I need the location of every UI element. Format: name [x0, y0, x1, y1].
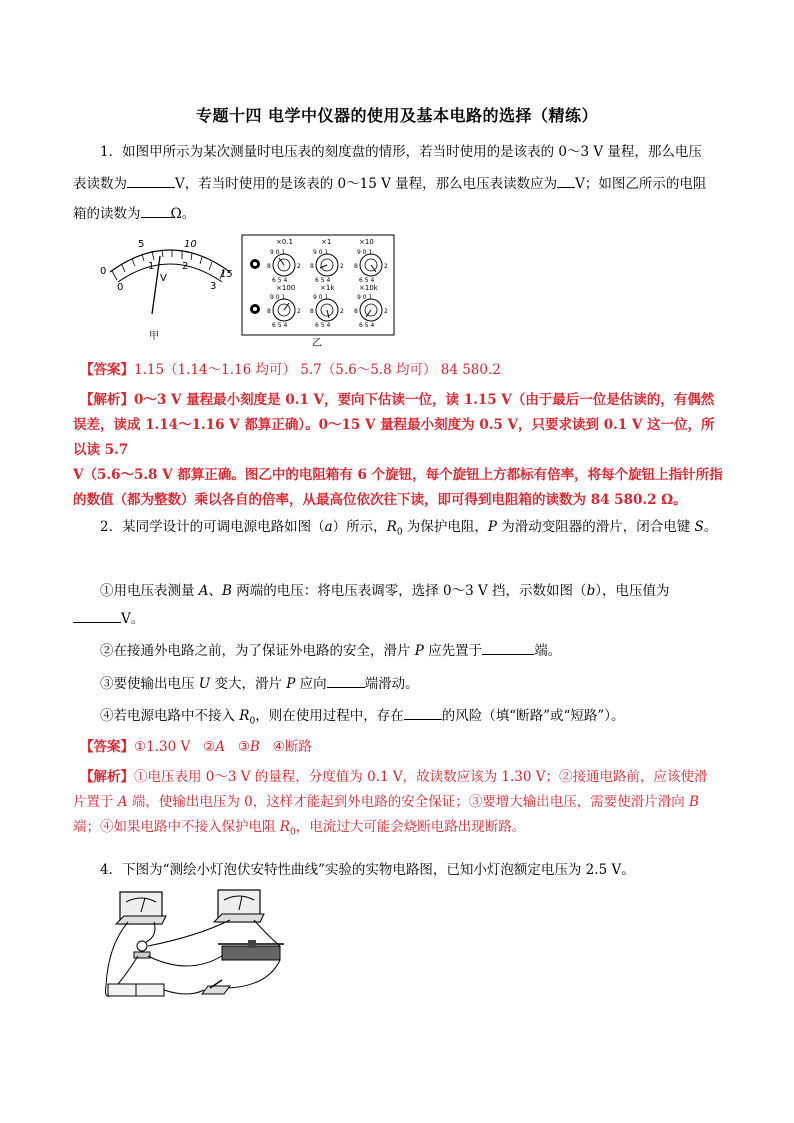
q1-line1: 1．如图甲所示为某次测量时电压表的刻度盘的情形，若当时使用的是该表的 0～3 V 量程，那么电压 [100, 144, 702, 160]
q2-item1-cont: V。 [73, 607, 723, 632]
q2-item3: ③要使输出电压 U 变大，滑片 P 应向 端滑动。 [73, 672, 723, 697]
svg-text:8: 8 [267, 308, 271, 315]
svg-text:6 5 4: 6 5 4 [359, 277, 375, 284]
dial-label-first: 0 [100, 266, 107, 277]
svg-text:2: 2 [384, 263, 388, 270]
svg-text:9 0 1: 9 0 1 [270, 249, 286, 256]
q1-line2: 表读数为 V，若当时使用的是该表的 0～15 V 量程，那么电压表读数应为 V；如图乙所示的电阻 [73, 172, 723, 197]
figure-label-yi: 乙 [312, 338, 322, 348]
resistance-box-figure [240, 232, 400, 348]
svg-text:6 5 4: 6 5 4 [272, 277, 288, 284]
svg-text:8: 8 [267, 263, 271, 270]
figure-label-jia: 甲 [149, 331, 159, 342]
dial-unit: V [160, 273, 167, 284]
q2-item1: ①用电压表测量 A、B 两端的电压：将电压表调零，选择 0～3 V 挡，示数如图（b），电压值为 [100, 583, 670, 599]
dial-label-bottom: 0 [117, 282, 124, 293]
svg-text:2: 2 [340, 308, 344, 315]
answer-blank[interactable] [327, 673, 365, 688]
svg-text:8: 8 [354, 263, 358, 270]
multiplier-label: ×0.1 [276, 238, 293, 246]
answer-blank[interactable] [127, 173, 175, 188]
multiplier-label: ×10k [359, 284, 378, 292]
svg-text:9 0 1: 9 0 1 [357, 249, 373, 256]
svg-text:6 5 4: 6 5 4 [315, 322, 331, 329]
q2-item4: ④若电源电路中不接入 $R_0$，则在使用过程中，存在 的风险（填“断路”或“短路”）。 [73, 704, 723, 735]
svg-text:9 0 1: 9 0 1 [313, 294, 329, 301]
svg-text:9 0 1: 9 0 1 [357, 294, 373, 301]
q1-line3: 箱的读数为 Ω。 [73, 202, 723, 227]
dial-label-top: 5 [138, 239, 145, 250]
page-title: 专题十四 电学中仪器的使用及基本电路的选择（精练） [195, 106, 599, 125]
dial-label-bottom: 1 [148, 261, 155, 272]
q2-answer: 【答案】①1.30 V ②A ③B ④断路 [80, 739, 312, 755]
q2-line1: 2．某同学设计的可调电源电路如图（a）所示，$R_0$ 为保护电阻，P 为滑动变阻器的滑片，闭合电键 S。 [100, 519, 718, 538]
rheostat-icon [222, 946, 280, 960]
q2-analysis: 【解析】①电压表用 0～3 V 的量程，分度值为 0.1 V，故读数应该为 1.30 V；②接通电路前，应该使滑 片置于 A 端，使输出电压为 0，这样才能起到外电路的安全保证；③要增大输出电压，需要使滑片滑向 B 端；④如果电路中不接入保护电阻 $R_0$，电流过大可能会烧断电路出现断路。 [73, 769, 708, 838]
svg-text:8: 8 [354, 308, 358, 315]
svg-text:6 5 4: 6 5 4 [315, 277, 331, 284]
switch-icon [202, 986, 230, 994]
multiplier-label: ×100 [276, 284, 296, 292]
svg-text:6 5 4: 6 5 4 [359, 322, 375, 329]
multiplier-label: ×1 [321, 238, 332, 246]
q2-item2: ②在接通外电路之前，为了保证外电路的安全，滑片 P 应先置于 端。 [73, 639, 723, 664]
answer-blank[interactable] [141, 203, 171, 218]
svg-text:6 5 4: 6 5 4 [272, 322, 288, 329]
svg-text:2: 2 [297, 308, 301, 315]
dial-label-top: 15 [220, 269, 233, 280]
q1-answer: 【答案】1.15（1.14～1.16 均可） 5.7（5.6～5.8 均可） 84 580.2 [80, 362, 501, 378]
answer-blank[interactable] [404, 705, 442, 720]
svg-text:2: 2 [384, 308, 388, 315]
dial-label-bottom: 2 [182, 261, 189, 272]
svg-text:8: 8 [310, 308, 314, 315]
q1-analysis: 【解析】0～3 V 量程最小刻度是 0.1 V，要向下估读一位，读 1.15 V（由于最后一位是估读的，有偶然 误差，读成 1.14～1.16 V 都算正确）。0～15 V 量程最小刻度为 0.5 V，只要求读到 0.1 V 这一位，所以读 5.7 V（5.6～5.8 V 都算正确。图乙中的电阻箱有 6 个旋钮，每个旋钮上方都标有倍率，将每个旋钮上指针所指 的数值（都为整数）乘以各自的倍率，从最高位依次往下读，即可得到电阻箱的读数为 84 580.2 Ω。 [73, 392, 723, 508]
answer-blank[interactable] [73, 608, 121, 623]
dial-label-bottom: 3 [210, 281, 217, 292]
knob-row-1 [267, 238, 388, 284]
svg-text:9 0 1: 9 0 1 [270, 294, 286, 301]
q4-line1: 4．下图为“测绘小灯泡伏安特性曲线”实验的实物电路图，已知小灯泡额定电压为 2.5 V。 [100, 862, 635, 878]
knob-row-2 [267, 284, 388, 329]
answer-blank[interactable] [557, 173, 575, 188]
svg-text:2: 2 [297, 263, 301, 270]
svg-text:8: 8 [310, 263, 314, 270]
voltmeter-dial-figure [100, 236, 240, 344]
svg-text:9 0 1: 9 0 1 [313, 249, 329, 256]
answer-blank[interactable] [482, 640, 534, 655]
bulb-icon [137, 941, 147, 951]
multiplier-label: ×10 [359, 238, 374, 246]
dial-label-top: 10 [184, 239, 197, 250]
multiplier-label: ×1k [320, 284, 335, 292]
svg-text:2: 2 [340, 263, 344, 270]
circuit-figure [98, 886, 298, 1008]
